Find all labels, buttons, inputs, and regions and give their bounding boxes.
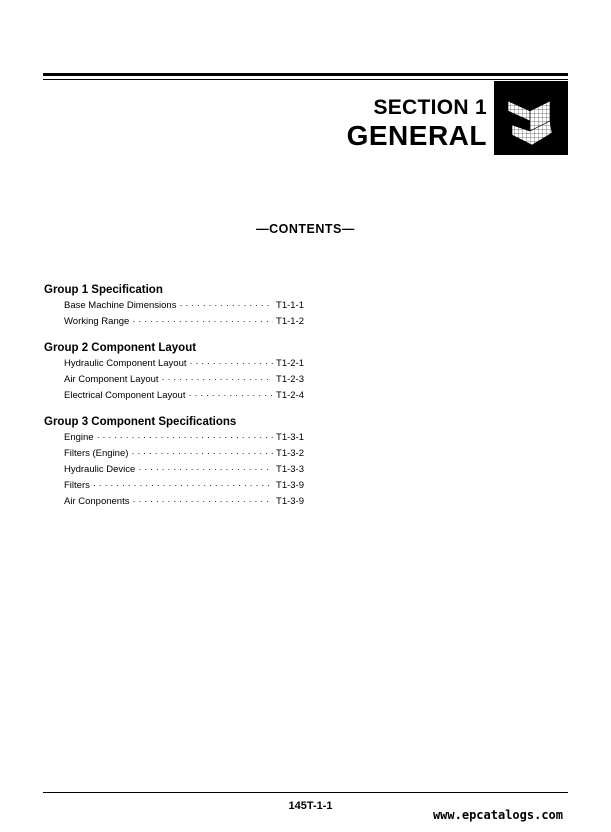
leader-dots: [132, 314, 273, 330]
entry-page: T1-2-3: [276, 374, 304, 385]
toc-group: [44, 414, 304, 510]
watermark-text: www.epcatalogs.com: [432, 808, 563, 822]
toc-entry[interactable]: [64, 430, 304, 446]
section-title: GENERAL: [346, 120, 487, 151]
toc-entry[interactable]: [64, 462, 304, 478]
entry-label: Base Machine Dimensions: [64, 300, 177, 311]
entry-label: Filters (Engine): [64, 448, 129, 459]
group-title: Group 1 Specification: [44, 284, 163, 296]
page-number: 145T-1-1: [288, 800, 333, 812]
entry-label: Working Range: [64, 316, 130, 327]
toc-entry[interactable]: [64, 388, 304, 404]
toc-group: [44, 340, 304, 404]
contents-heading: —CONTENTS—: [256, 222, 355, 236]
section-label: SECTION 1: [373, 96, 487, 119]
footer-rule: [43, 792, 568, 793]
toc-entry[interactable]: [64, 494, 304, 510]
section-logo-icon: [494, 81, 568, 155]
entry-label: Hydraulic Device: [64, 464, 136, 475]
entry-page: T1-3-9: [276, 496, 304, 507]
group-title: Group 2 Component Layout: [44, 342, 197, 354]
toc-entry[interactable]: [64, 446, 304, 462]
leader-dots: [138, 462, 273, 478]
entry-label: Air Component Layout: [64, 374, 159, 385]
toc-entry[interactable]: [64, 372, 304, 388]
toc-entry[interactable]: [64, 314, 304, 330]
header-rule-thick: [43, 73, 568, 76]
leader-dots: [188, 388, 273, 404]
entry-page: T1-2-4: [276, 390, 304, 401]
leader-dots: [93, 478, 273, 494]
entry-label: Engine: [64, 432, 94, 443]
toc-group: [44, 282, 304, 330]
toc-entry[interactable]: [64, 478, 304, 494]
entry-label: Hydraulic Component Layout: [64, 358, 187, 369]
header-rule-thin: [43, 79, 568, 80]
toc-entry[interactable]: [64, 356, 304, 372]
leader-dots: [131, 446, 273, 462]
entry-label: Electrical Component Layout: [64, 390, 186, 401]
entry-page: T1-3-3: [276, 464, 304, 475]
entry-page: T1-3-2: [276, 448, 304, 459]
leader-dots: [179, 298, 273, 314]
entry-page: T1-1-2: [276, 316, 304, 327]
leader-dots: [132, 494, 273, 510]
entry-page: T1-1-1: [276, 300, 304, 311]
table-of-contents: [44, 282, 304, 520]
leader-dots: [190, 356, 274, 372]
group-title: Group 3 Component Specifications: [44, 416, 237, 428]
leader-dots: [162, 372, 273, 388]
entry-page: T1-3-9: [276, 480, 304, 491]
leader-dots: [97, 430, 273, 446]
entry-page: T1-3-1: [276, 432, 304, 443]
toc-entry[interactable]: [64, 298, 304, 314]
entry-page: T1-2-1: [276, 358, 304, 369]
entry-label: Air Conponents: [64, 496, 130, 507]
entry-label: Filters: [64, 480, 90, 491]
